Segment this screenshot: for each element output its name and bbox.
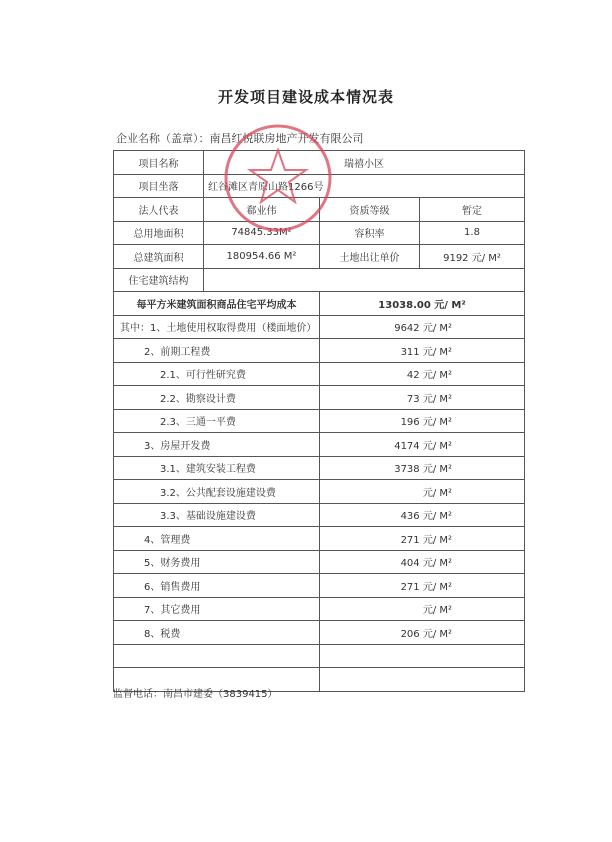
cost-item-label: 4、管理费 xyxy=(114,527,320,551)
legal-rep-value: 郗业伟 xyxy=(204,198,320,222)
cost-item-label: 3.3、基础设施建设费 xyxy=(114,503,320,527)
cost-item-label: 6、销售费用 xyxy=(114,574,320,598)
supervision-phone xyxy=(113,685,278,700)
cost-item-value: 271 元/ M² xyxy=(320,574,525,598)
cost-item-value: 3738 元/ M² xyxy=(320,456,525,480)
table-row xyxy=(114,409,525,433)
row-avg-cost xyxy=(114,292,525,316)
table-row xyxy=(114,480,525,504)
cost-item-value: 271 元/ M² xyxy=(320,527,525,551)
cost-item-label: 5、财务费用 xyxy=(114,550,320,574)
supervision-label: 监督电话： xyxy=(113,689,163,700)
qualification-value: 暂定 xyxy=(420,198,525,222)
table-row xyxy=(114,386,525,410)
table-row xyxy=(114,433,525,457)
cost-item-value: 元/ M² xyxy=(320,480,525,504)
cost-item-label: 3.2、公共配套设施建设费 xyxy=(114,480,320,504)
qualification-label: 资质等级 xyxy=(320,198,420,222)
table-row xyxy=(114,597,525,621)
cost-item-value: 436 元/ M² xyxy=(320,503,525,527)
cost-item-value: 42 元/ M² xyxy=(320,362,525,386)
company-name: 南昌红悦联房地产开发有限公司 xyxy=(209,132,364,145)
cost-item-value: 9642 元/ M² xyxy=(320,315,525,339)
table-row xyxy=(114,503,525,527)
plot-ratio-value: 1.8 xyxy=(420,221,525,245)
cost-item-value: 404 元/ M² xyxy=(320,550,525,574)
cost-item-label: 7、其它费用 xyxy=(114,597,320,621)
cost-item-value: 206 元/ M² xyxy=(320,621,525,645)
location-label: 项目坐落 xyxy=(114,174,204,198)
cost-item-label: 8、税费 xyxy=(114,621,320,645)
table-row xyxy=(114,456,525,480)
structure-value xyxy=(204,268,525,292)
avg-cost-value: 13038.00 元/ M² xyxy=(320,292,525,316)
table-row xyxy=(114,574,525,598)
cost-item-label: 3.1、建筑安装工程费 xyxy=(114,456,320,480)
table-row xyxy=(114,315,525,339)
project-name-label: 项目名称 xyxy=(114,151,204,175)
cost-item-value xyxy=(320,668,525,692)
cost-item-value xyxy=(320,644,525,668)
company-seal-stamp xyxy=(218,118,338,238)
table-row xyxy=(114,339,525,363)
cost-item-label: 3、房屋开发费 xyxy=(114,433,320,457)
cost-item-label: 2.3、三通一平费 xyxy=(114,409,320,433)
land-price-label: 土地出让单价 xyxy=(320,245,420,269)
cost-breakdown xyxy=(114,315,525,691)
cost-item-value: 元/ M² xyxy=(320,597,525,621)
land-price-value: 9192 元/ M² xyxy=(420,245,525,269)
supervision-value: 南昌市建委（3839415） xyxy=(163,689,278,700)
table-row xyxy=(114,644,525,668)
cost-item-label: 2、前期工程费 xyxy=(114,339,320,363)
row-build-area xyxy=(114,245,525,269)
land-area-value: 74845.33M² xyxy=(204,221,320,245)
cost-item-value: 196 元/ M² xyxy=(320,409,525,433)
location-value: 红谷滩区青原山路1266号 xyxy=(204,174,525,198)
document-title: 开发项目建设成本情况表 xyxy=(217,88,394,106)
cost-item-label xyxy=(114,644,320,668)
cost-item-label: 2.1、可行性研究费 xyxy=(114,362,320,386)
table-row xyxy=(114,550,525,574)
cost-item-label: 2.2、勘察设计费 xyxy=(114,386,320,410)
legal-rep-label: 法人代表 xyxy=(114,198,204,222)
avg-cost-label: 每平方米建筑面积商品住宅平均成本 xyxy=(114,292,320,316)
plot-ratio-label: 容积率 xyxy=(320,221,420,245)
table-row xyxy=(114,362,525,386)
cost-item-value: 4174 元/ M² xyxy=(320,433,525,457)
build-area-value: 180954.66 M² xyxy=(204,245,320,269)
build-area-label: 总建筑面积 xyxy=(114,245,204,269)
cost-item-value: 311 元/ M² xyxy=(320,339,525,363)
table-row xyxy=(114,621,525,645)
row-structure xyxy=(114,268,525,292)
cost-item-value: 73 元/ M² xyxy=(320,386,525,410)
project-name-value: 瑞禧小区 xyxy=(204,151,525,175)
structure-label: 住宅建筑结构 xyxy=(114,268,204,292)
company-label: 企业名称（盖章）： xyxy=(116,132,210,145)
table-row xyxy=(114,527,525,551)
land-area-label: 总用地面积 xyxy=(114,221,204,245)
cost-item-label: 其中：1、土地使用权取得费用（楼面地价） xyxy=(114,315,320,339)
